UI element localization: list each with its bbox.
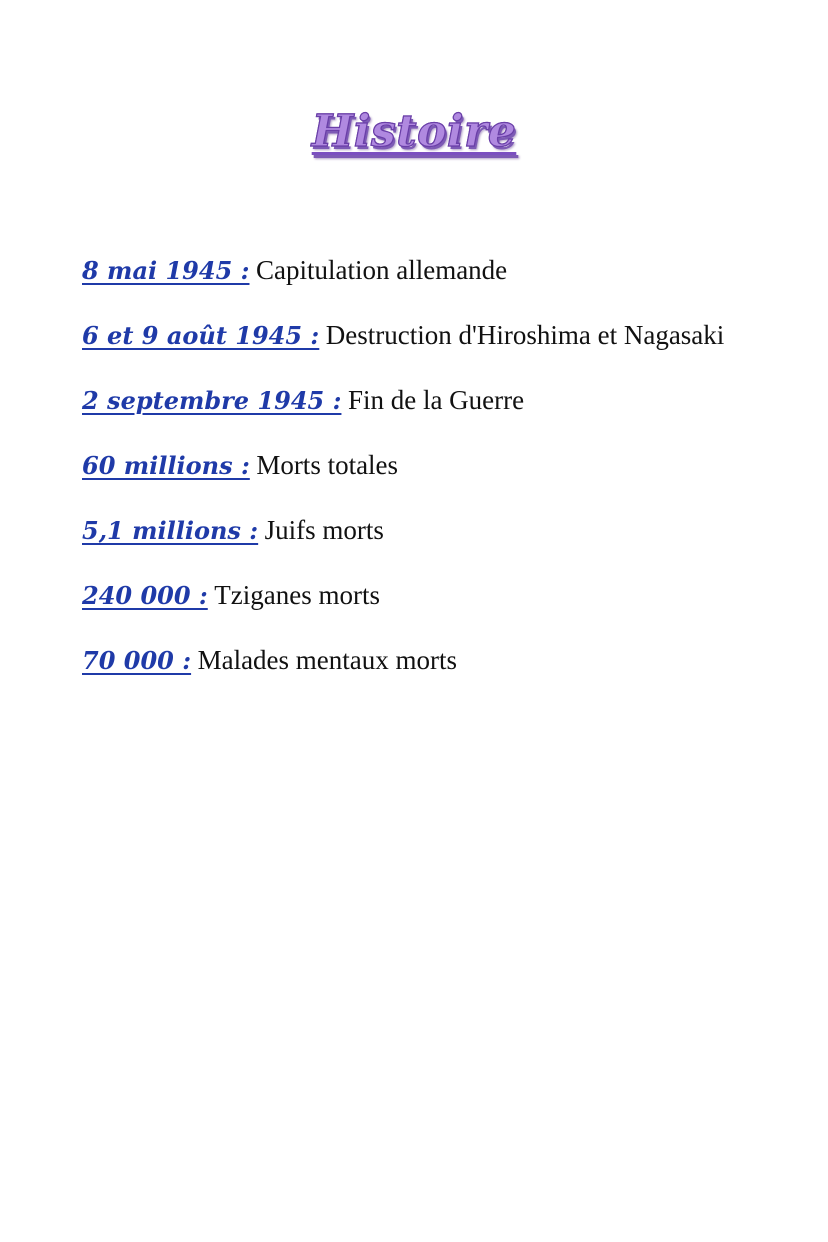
fact-item xyxy=(82,380,802,445)
fact-value: Malades mentaux morts xyxy=(197,645,458,675)
fact-item xyxy=(82,575,802,640)
fact-key: 5,1 millions : xyxy=(82,516,259,545)
fact-item xyxy=(82,510,802,575)
fact-item xyxy=(82,445,802,510)
fact-key: 70 000 : xyxy=(82,646,192,675)
fact-value: Capitulation allemande xyxy=(255,255,508,285)
fact-key: 8 mai 1945 : xyxy=(82,256,250,285)
fact-value: Morts totales xyxy=(256,450,399,480)
fact-key: 6 et 9 août 1945 : xyxy=(82,321,320,350)
fact-key: 2 septembre 1945 : xyxy=(82,386,342,415)
fact-item xyxy=(82,315,802,380)
fact-value: Tziganes morts xyxy=(214,580,380,610)
fact-item xyxy=(82,640,802,705)
facts-list xyxy=(82,250,802,705)
fact-value: Juifs morts xyxy=(264,515,384,545)
fact-value: Destruction d'Hiroshima et Nagasaki xyxy=(325,320,725,350)
page-title-text: Histoire xyxy=(311,106,517,157)
fact-key: 60 millions : xyxy=(82,451,250,480)
page-title xyxy=(0,104,828,160)
fact-key: 240 000 : xyxy=(82,581,208,610)
fact-value: Fin de la Guerre xyxy=(347,385,525,415)
fact-item xyxy=(82,250,802,315)
